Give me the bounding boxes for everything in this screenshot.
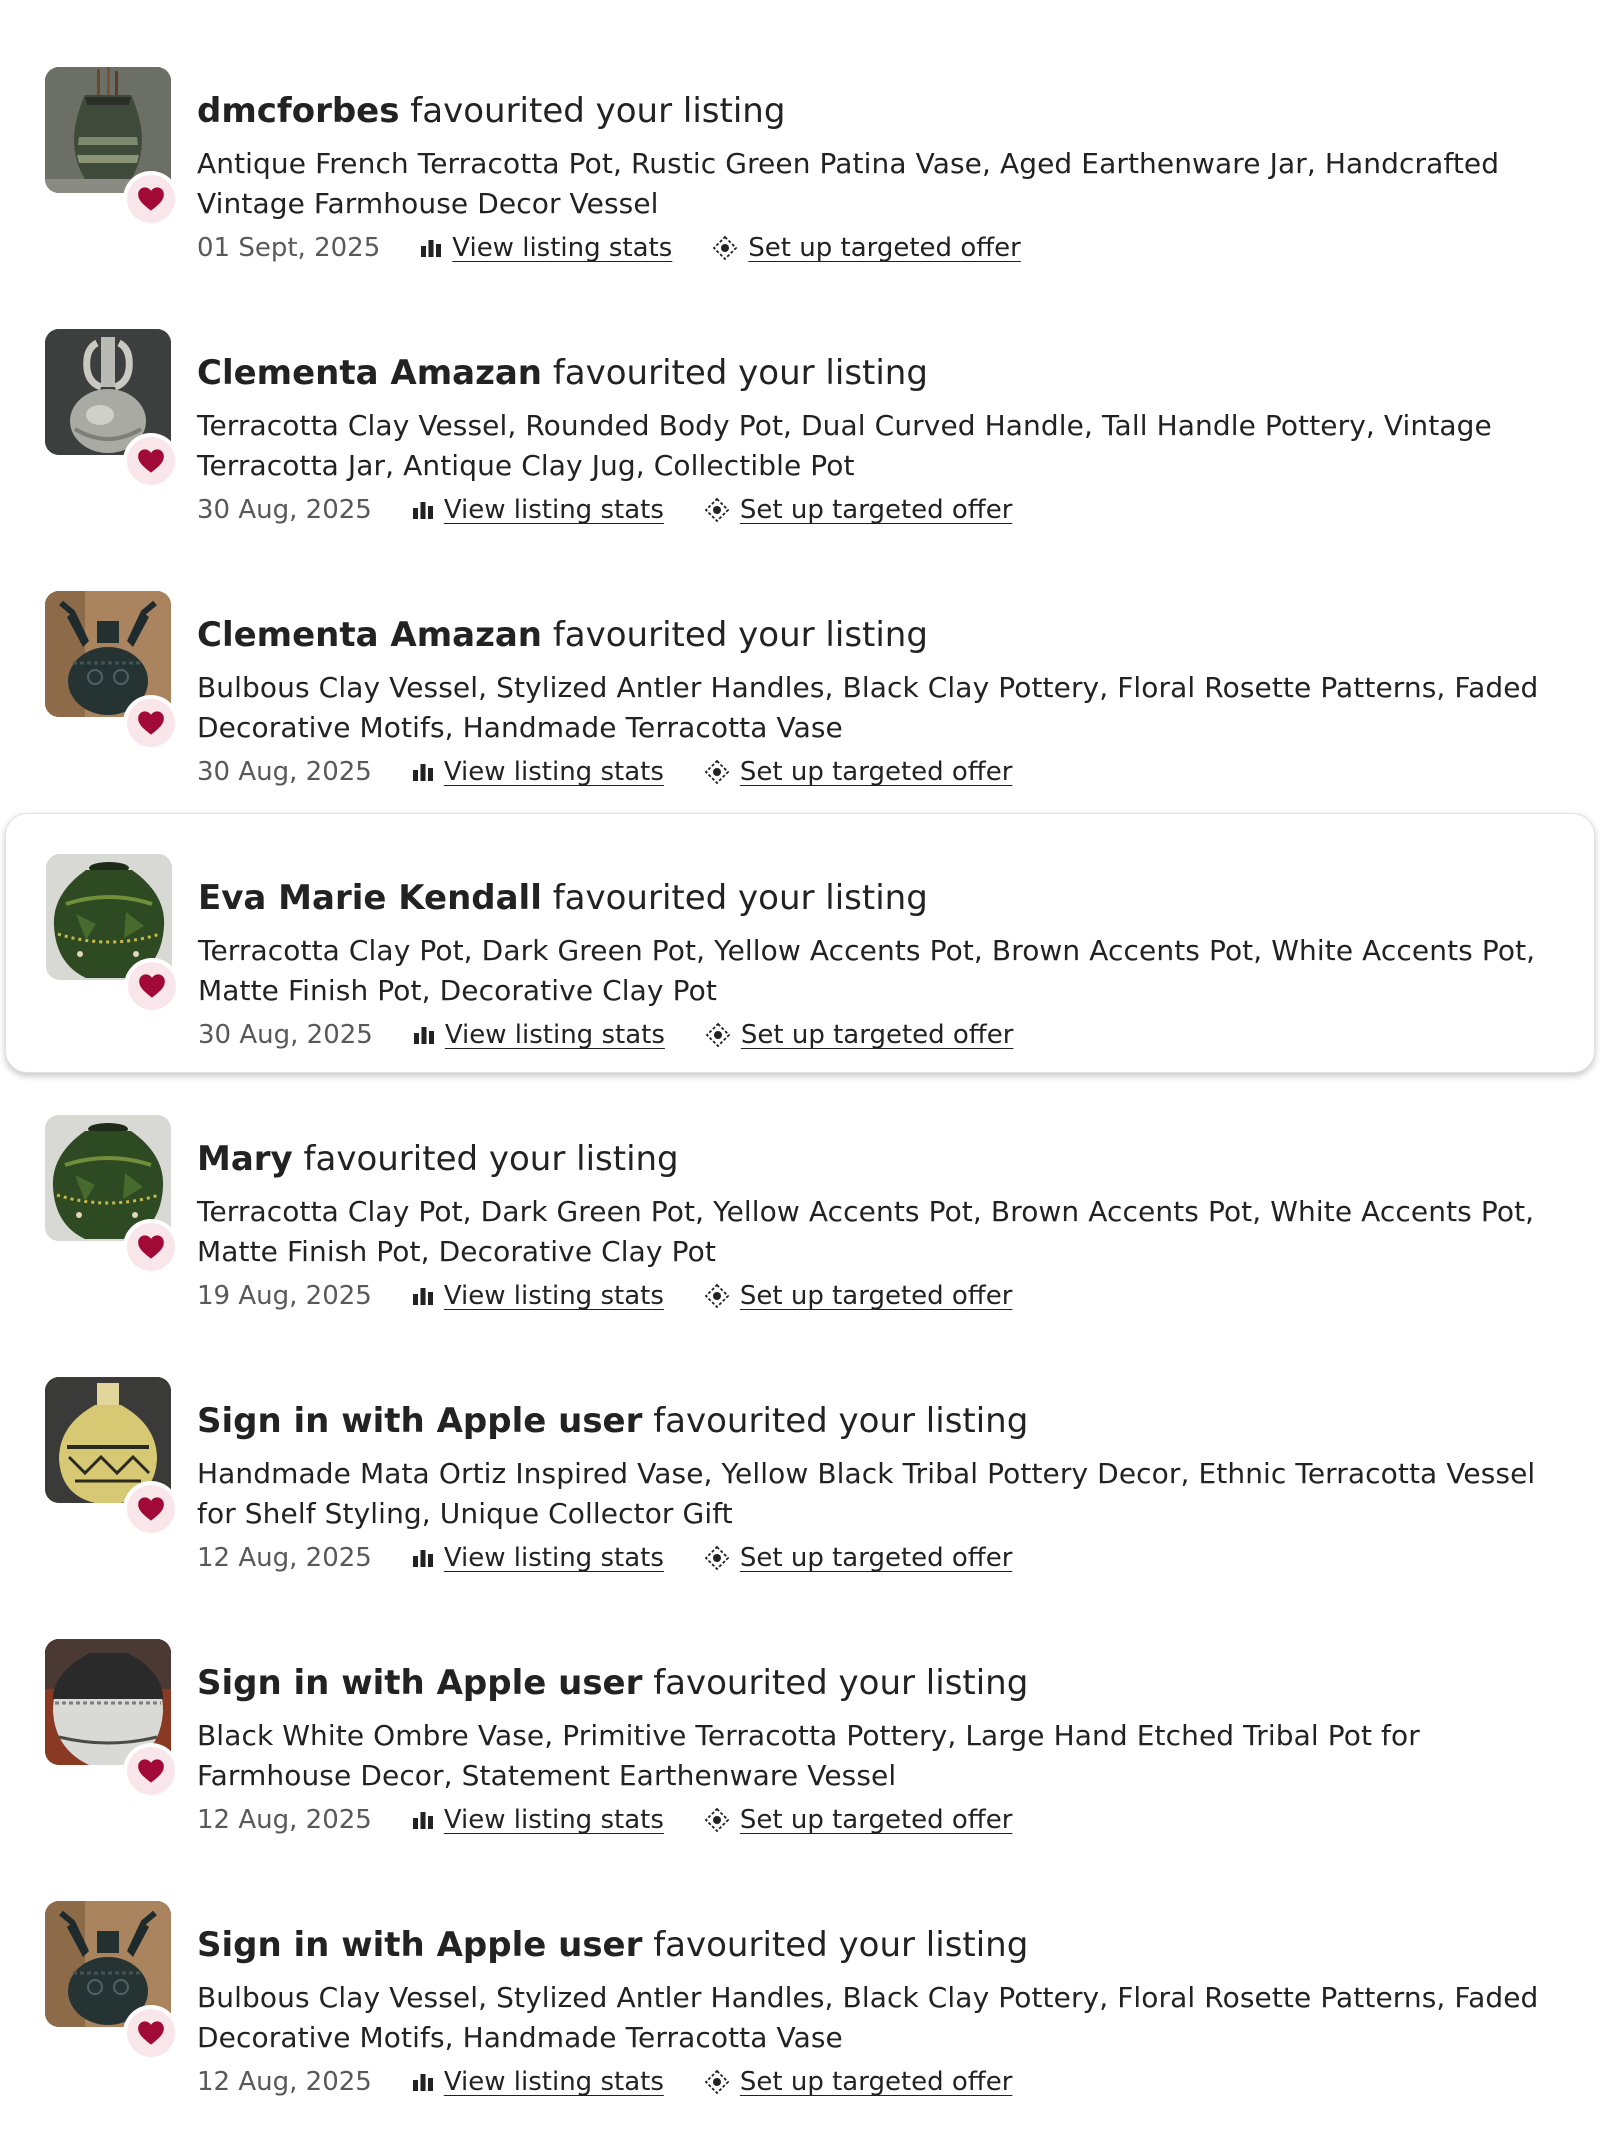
set-up-targeted-offer-link[interactable]: Set up targeted offer xyxy=(739,757,1013,787)
listing-description: Bulbous Clay Vessel, Stylized Antler Handles, Black Clay Pottery, Floral Rosette Patterns, Faded Decorative Motifs, Handmade Terracotta Vase xyxy=(197,671,1539,744)
user-name: Sign in with Apple user xyxy=(197,1401,643,1441)
user-name: Clementa Amazan xyxy=(197,353,543,393)
view-listing-stats-link[interactable]: View listing stats xyxy=(443,1543,664,1573)
favourite-badge xyxy=(128,962,176,1010)
favourite-badge xyxy=(127,437,175,485)
action-text: favourited your listing xyxy=(653,1663,1029,1703)
action-text: favourited your listing xyxy=(653,1401,1029,1441)
view-listing-stats-link[interactable]: View listing stats xyxy=(452,233,673,263)
notification-meta xyxy=(197,490,1555,530)
tag-icon[interactable] xyxy=(704,2069,730,2095)
notification-meta xyxy=(197,1538,1555,1578)
favourite-badge xyxy=(127,175,175,223)
notification-meta xyxy=(197,228,1555,268)
notification-meta xyxy=(197,1800,1555,1840)
tag-icon[interactable] xyxy=(712,235,738,261)
favourite-badge xyxy=(127,699,175,747)
notification-date: 12 Aug, 2025 xyxy=(197,1543,372,1573)
listing-description: Black White Ombre Vase, Primitive Terracotta Pottery, Large Hand Etched Tribal Pot for Farmhouse Decor, Statement Earthenware Vessel xyxy=(197,1719,1420,1792)
bar-chart-icon[interactable] xyxy=(412,1548,434,1568)
notification-meta xyxy=(197,752,1555,792)
action-text: favourited your listing xyxy=(552,353,928,393)
action-text: favourited your listing xyxy=(303,1139,679,1179)
notification-headline xyxy=(198,878,1554,918)
notification-date: 30 Aug, 2025 xyxy=(197,495,372,525)
notification-item-6[interactable] xyxy=(5,1337,1595,1597)
tag-icon[interactable] xyxy=(704,497,730,523)
set-up-targeted-offer-link[interactable]: Set up targeted offer xyxy=(740,1020,1014,1050)
notification-item-3[interactable] xyxy=(5,551,1595,811)
heart-icon xyxy=(137,2020,165,2046)
favourite-badge xyxy=(127,1223,175,1271)
user-name: Sign in with Apple user xyxy=(197,1925,643,1965)
notification-headline xyxy=(197,1139,1555,1179)
favourite-badge xyxy=(127,2009,175,2057)
user-name: dmcforbes xyxy=(197,91,400,131)
view-listing-stats-link[interactable]: View listing stats xyxy=(443,1805,664,1835)
tag-icon[interactable] xyxy=(704,1807,730,1833)
heart-icon xyxy=(137,710,165,736)
view-listing-stats-link[interactable]: View listing stats xyxy=(444,1020,665,1050)
user-name: Eva Marie Kendall xyxy=(198,878,542,918)
notification-item-8[interactable] xyxy=(5,1861,1595,2121)
favourite-badge xyxy=(127,1747,175,1795)
favourite-badge xyxy=(127,1485,175,1533)
listing-description: Handmade Mata Ortiz Inspired Vase, Yellow Black Tribal Pottery Decor, Ethnic Terracotta Vessel for Shelf Styling, Unique Collector Gift xyxy=(197,1457,1536,1530)
notification-meta xyxy=(197,1276,1555,1316)
heart-icon xyxy=(137,186,165,212)
notification-content xyxy=(197,27,1555,268)
set-up-targeted-offer-link[interactable]: Set up targeted offer xyxy=(748,233,1021,263)
view-listing-stats-link[interactable]: View listing stats xyxy=(443,2067,664,2097)
notification-headline xyxy=(197,91,1555,131)
action-text: favourited your listing xyxy=(552,615,928,655)
notification-item-1[interactable] xyxy=(5,27,1595,287)
bar-chart-icon[interactable] xyxy=(412,2072,434,2092)
heart-icon xyxy=(138,973,166,999)
notification-item-2[interactable] xyxy=(5,289,1595,549)
notification-headline xyxy=(197,353,1555,393)
bar-chart-icon[interactable] xyxy=(412,1810,434,1830)
listing-description: Terracotta Clay Pot, Dark Green Pot, Yellow Accents Pot, Brown Accents Pot, White Accents Pot, Matte Finish Pot, Decorative Clay Pot xyxy=(198,934,1536,1007)
tag-icon[interactable] xyxy=(704,759,730,785)
set-up-targeted-offer-link[interactable]: Set up targeted offer xyxy=(739,2067,1013,2097)
view-listing-stats-link[interactable]: View listing stats xyxy=(443,495,664,525)
notification-content xyxy=(197,289,1555,530)
bar-chart-icon[interactable] xyxy=(412,1286,434,1306)
action-text: favourited your listing xyxy=(410,91,786,131)
notification-item-4[interactable] xyxy=(5,813,1595,1073)
notification-content xyxy=(197,1861,1555,2102)
notification-item-7[interactable] xyxy=(5,1599,1595,1859)
tag-icon[interactable] xyxy=(705,1022,731,1048)
user-name: Mary xyxy=(197,1139,293,1179)
heart-icon xyxy=(137,448,165,474)
notification-content xyxy=(198,814,1554,1055)
tag-icon[interactable] xyxy=(704,1283,730,1309)
tag-icon[interactable] xyxy=(704,1545,730,1571)
notification-item-5[interactable] xyxy=(5,1075,1595,1335)
notification-headline xyxy=(197,615,1555,655)
notification-date: 12 Aug, 2025 xyxy=(197,2067,372,2097)
action-text: favourited your listing xyxy=(653,1925,1029,1965)
view-listing-stats-link[interactable]: View listing stats xyxy=(443,757,664,787)
bar-chart-icon[interactable] xyxy=(412,762,434,782)
notification-date: 19 Aug, 2025 xyxy=(197,1281,372,1311)
heart-icon xyxy=(137,1758,165,1784)
notification-headline xyxy=(197,1663,1555,1703)
listing-description: Antique French Terracotta Pot, Rustic Green Patina Vase, Aged Earthenware Jar, Handcrafted Vintage Farmhouse Decor Vessel xyxy=(197,147,1500,220)
notification-meta xyxy=(198,1015,1554,1055)
notification-content xyxy=(197,1599,1555,1840)
listing-description: Terracotta Clay Pot, Dark Green Pot, Yellow Accents Pot, Brown Accents Pot, White Accents Pot, Matte Finish Pot, Decorative Clay Pot xyxy=(197,1195,1535,1268)
notification-headline xyxy=(197,1401,1555,1441)
notification-headline xyxy=(197,1925,1555,1965)
notification-date: 30 Aug, 2025 xyxy=(197,757,372,787)
set-up-targeted-offer-link[interactable]: Set up targeted offer xyxy=(739,1281,1013,1311)
user-name: Clementa Amazan xyxy=(197,615,543,655)
bar-chart-icon[interactable] xyxy=(412,500,434,520)
notification-content xyxy=(197,551,1555,792)
notification-date: 30 Aug, 2025 xyxy=(198,1020,373,1050)
view-listing-stats-link[interactable]: View listing stats xyxy=(443,1281,664,1311)
notification-date: 01 Sept, 2025 xyxy=(197,233,381,263)
user-name: Sign in with Apple user xyxy=(197,1663,643,1703)
action-text: favourited your listing xyxy=(552,878,928,918)
bar-chart-icon[interactable] xyxy=(420,238,442,258)
heart-icon xyxy=(137,1496,165,1522)
listing-description: Terracotta Clay Vessel, Rounded Body Pot, Dual Curved Handle, Tall Handle Pottery, Vintage Terracotta Jar, Antique Clay Jug, Collectible Pot xyxy=(197,409,1492,482)
notification-meta xyxy=(197,2062,1555,2102)
listing-description: Bulbous Clay Vessel, Stylized Antler Handles, Black Clay Pottery, Floral Rosette Patterns, Faded Decorative Motifs, Handmade Terracotta Vase xyxy=(197,1981,1539,2054)
set-up-targeted-offer-link[interactable]: Set up targeted offer xyxy=(739,1543,1013,1573)
set-up-targeted-offer-link[interactable]: Set up targeted offer xyxy=(739,1805,1013,1835)
notification-content xyxy=(197,1337,1555,1578)
heart-icon xyxy=(137,1234,165,1260)
set-up-targeted-offer-link[interactable]: Set up targeted offer xyxy=(739,495,1013,525)
bar-chart-icon[interactable] xyxy=(413,1025,435,1045)
notification-date: 12 Aug, 2025 xyxy=(197,1805,372,1835)
notification-content xyxy=(197,1075,1555,1316)
